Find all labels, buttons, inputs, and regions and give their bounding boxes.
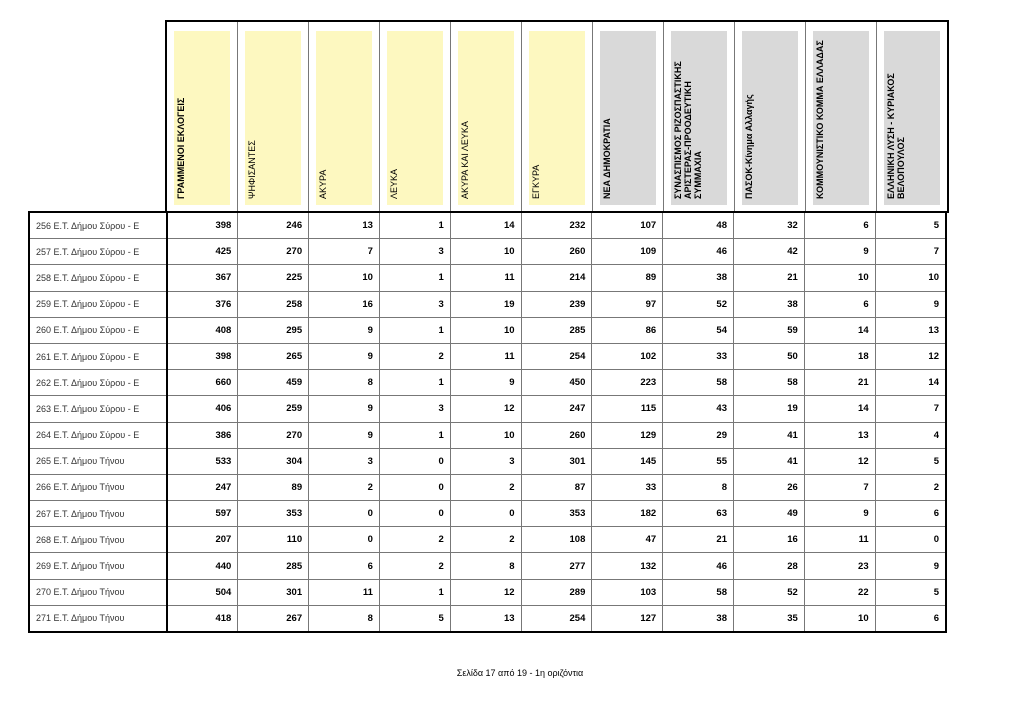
table-cell: 2 [309,474,380,500]
table-cell: 223 [592,370,663,396]
table-cell: 398 [167,212,238,239]
row-label: 270 Ε.Τ. Δήμου Τήνου [29,579,167,605]
row-label: 264 Ε.Τ. Δήμου Σύρου - Ε [29,422,167,448]
table-cell: 4 [875,422,946,448]
table-cell: 247 [167,474,238,500]
table-cell: 3 [309,448,380,474]
table-cell: 8 [309,605,380,632]
table-cell: 0 [379,501,450,527]
column-header-box [316,31,372,205]
table-row [29,212,946,239]
table-cell: 418 [167,605,238,632]
table-cell: 1 [379,317,450,343]
table-cell: 1 [379,579,450,605]
table-cell: 214 [521,265,592,291]
table-row [29,501,946,527]
table-cell: 108 [521,527,592,553]
table-cell: 19 [734,396,805,422]
table-cell: 9 [804,501,875,527]
table-cell: 270 [238,239,309,265]
table-cell: 13 [450,605,521,632]
table-cell: 232 [521,212,592,239]
column-header-label: ΑΚΥΡΑ ΚΑΙ ΛΕΥΚΑ [460,121,470,199]
column-header-label: ΝΕΑ ΔΗΜΟΚΡΑΤΙΑ [602,118,612,199]
table-cell: 7 [875,396,946,422]
table-cell: 38 [663,605,734,632]
table-cell: 46 [663,239,734,265]
table-cell: 38 [734,291,805,317]
table-cell: 14 [804,317,875,343]
column-header [735,22,806,213]
table-row [29,370,946,396]
results-table [28,211,947,633]
table-cell: 52 [663,291,734,317]
column-header [806,22,877,213]
table-cell: 10 [804,265,875,291]
table-cell: 7 [875,239,946,265]
table-cell: 5 [875,579,946,605]
table-cell: 33 [663,343,734,369]
table-cell: 9 [875,291,946,317]
table-cell: 22 [804,579,875,605]
column-header [167,22,238,213]
table-row [29,265,946,291]
table-cell: 2 [875,474,946,500]
table-cell: 353 [238,501,309,527]
column-header-label: ΨΗΦΙΣΑΝΤΕΣ [247,140,257,199]
table-cell: 9 [309,343,380,369]
table-cell: 386 [167,422,238,448]
column-header-box [458,31,514,205]
column-header-box [742,31,798,205]
table-cell: 3 [379,239,450,265]
column-header-label: ΣΥΝΑΣΠΙΣΜΟΣ ΡΙΖΟΣΠΑΣΤΙΚΗΣ ΑΡΙΣΤΕΡΑΣ-ΠΡΟΟΔΕΥΤΙΚΗ ΣΥΜΜΑΧΙΑ [673,61,703,199]
table-cell: 6 [309,553,380,579]
table-cell: 55 [663,448,734,474]
row-label: 268 Ε.Τ. Δήμου Τήνου [29,527,167,553]
table-cell: 459 [238,370,309,396]
table-cell: 16 [309,291,380,317]
table-cell: 132 [592,553,663,579]
table-cell: 10 [309,265,380,291]
table-row [29,343,946,369]
table-cell: 207 [167,527,238,553]
table-cell: 301 [238,579,309,605]
table-cell: 254 [521,343,592,369]
table-cell: 0 [875,527,946,553]
table-cell: 267 [238,605,309,632]
table-cell: 9 [309,422,380,448]
table-cell: 533 [167,448,238,474]
table-cell: 9 [875,553,946,579]
table-cell: 12 [450,579,521,605]
table-cell: 89 [592,265,663,291]
table-cell: 254 [521,605,592,632]
row-label: 260 Ε.Τ. Δήμου Σύρου - Ε [29,317,167,343]
table-cell: 225 [238,265,309,291]
table-cell: 8 [450,553,521,579]
table-cell: 54 [663,317,734,343]
column-header-label: ΛΕΥΚΑ [389,168,399,199]
table-cell: 49 [734,501,805,527]
table-cell: 23 [804,553,875,579]
table-cell: 42 [734,239,805,265]
table-cell: 58 [734,370,805,396]
table-cell: 10 [804,605,875,632]
table-cell: 129 [592,422,663,448]
table-cell: 1 [379,370,450,396]
table-cell: 0 [379,474,450,500]
column-header-label: ΕΛΛΗΝΙΚΗ ΛΥΣΗ - ΚΥΡΙΑΚΟΣ ΒΕΛΟΠΟΥΛΟΣ [886,73,906,199]
table-cell: 0 [309,527,380,553]
table-cell: 3 [450,448,521,474]
table-cell: 102 [592,343,663,369]
column-header [309,22,380,213]
table-cell: 504 [167,579,238,605]
table-cell: 304 [238,448,309,474]
table-cell: 2 [450,474,521,500]
table-cell: 660 [167,370,238,396]
table-cell: 270 [238,422,309,448]
column-header-box [174,31,230,205]
column-header-label: ΠΑΣΟΚ-Κίνημα Αλλαγής [744,94,754,199]
table-cell: 127 [592,605,663,632]
table-cell: 182 [592,501,663,527]
table-cell: 52 [734,579,805,605]
row-label: 256 Ε.Τ. Δήμου Σύρου - Ε [29,212,167,239]
table-cell: 50 [734,343,805,369]
table-cell: 1 [379,265,450,291]
table-cell: 41 [734,422,805,448]
table-cell: 6 [804,291,875,317]
table-cell: 247 [521,396,592,422]
table-cell: 367 [167,265,238,291]
table-cell: 58 [663,370,734,396]
row-label: 271 Ε.Τ. Δήμου Τήνου [29,605,167,632]
column-header [238,22,309,213]
table-row [29,527,946,553]
table-cell: 5 [875,448,946,474]
table-cell: 14 [804,396,875,422]
table-cell: 35 [734,605,805,632]
table-cell: 89 [238,474,309,500]
table-cell: 2 [379,343,450,369]
table-cell: 259 [238,396,309,422]
table-cell: 107 [592,212,663,239]
table-cell: 6 [804,212,875,239]
table-cell: 21 [663,527,734,553]
row-label: 267 Ε.Τ. Δήμου Τήνου [29,501,167,527]
table-cell: 450 [521,370,592,396]
table-row [29,317,946,343]
table-header [165,20,949,213]
column-header [380,22,451,213]
table-cell: 46 [663,553,734,579]
column-header-label: ΚΟΜΜΟΥΝΙΣΤΙΚΟ ΚΟΜΜΑ ΕΛΛΑΔΑΣ [815,40,825,199]
table-cell: 86 [592,317,663,343]
table-cell: 425 [167,239,238,265]
table-cell: 9 [309,396,380,422]
column-header-label: ΓΡΑΜΜΕΝΟΙ ΕΚΛΟΓΕΙΣ [176,97,186,199]
table-cell: 109 [592,239,663,265]
table-cell: 258 [238,291,309,317]
table-cell: 285 [521,317,592,343]
table-row [29,291,946,317]
table-cell: 2 [379,553,450,579]
table-cell: 597 [167,501,238,527]
table-cell: 8 [663,474,734,500]
table-cell: 8 [309,370,380,396]
row-label: 259 Ε.Τ. Δήμου Σύρου - Ε [29,291,167,317]
table-cell: 21 [804,370,875,396]
table-cell: 29 [663,422,734,448]
table-cell: 260 [521,239,592,265]
column-header-box [529,31,585,205]
table-cell: 58 [663,579,734,605]
column-header-label: ΕΓΚΥΡΑ [531,164,541,199]
table-cell: 246 [238,212,309,239]
row-label: 262 Ε.Τ. Δήμου Σύρου - Ε [29,370,167,396]
table-cell: 285 [238,553,309,579]
table-cell: 19 [450,291,521,317]
row-label: 263 Ε.Τ. Δήμου Σύρου - Ε [29,396,167,422]
table-cell: 13 [875,317,946,343]
table-cell: 7 [804,474,875,500]
table-cell: 12 [875,343,946,369]
page-footer: Σελίδα 17 από 19 - 1η οριζόντια [456,668,584,678]
table-cell: 353 [521,501,592,527]
table-cell: 376 [167,291,238,317]
table-cell: 145 [592,448,663,474]
table-row [29,448,946,474]
column-header-box [387,31,443,205]
table-cell: 289 [521,579,592,605]
table-row [29,553,946,579]
table-cell: 1 [379,212,450,239]
table-cell: 11 [804,527,875,553]
table-cell: 301 [521,448,592,474]
table-cell: 0 [309,501,380,527]
column-header-box [600,31,656,205]
table-cell: 9 [309,317,380,343]
table-cell: 11 [309,579,380,605]
table-cell: 110 [238,527,309,553]
table-cell: 406 [167,396,238,422]
table-cell: 2 [379,527,450,553]
table-row [29,396,946,422]
table-row [29,605,946,632]
column-header [877,22,947,213]
table-cell: 440 [167,553,238,579]
table-cell: 10 [450,239,521,265]
table-cell: 13 [804,422,875,448]
table-cell: 103 [592,579,663,605]
column-header [451,22,522,213]
row-label: 261 Ε.Τ. Δήμου Σύρου - Ε [29,343,167,369]
table-cell: 3 [379,396,450,422]
table-cell: 9 [804,239,875,265]
table-cell: 239 [521,291,592,317]
column-header [522,22,593,213]
column-header-box [671,31,727,205]
table-cell: 10 [450,422,521,448]
table-cell: 28 [734,553,805,579]
table-cell: 11 [450,265,521,291]
table-cell: 41 [734,448,805,474]
table-cell: 14 [450,212,521,239]
table-cell: 12 [450,396,521,422]
table-cell: 3 [379,291,450,317]
table-cell: 14 [875,370,946,396]
table-cell: 12 [804,448,875,474]
row-label: 258 Ε.Τ. Δήμου Σύρου - Ε [29,265,167,291]
table-cell: 32 [734,212,805,239]
table-cell: 295 [238,317,309,343]
table-cell: 2 [450,527,521,553]
table-row [29,579,946,605]
table-cell: 10 [450,317,521,343]
table-cell: 5 [875,212,946,239]
table-cell: 0 [450,501,521,527]
table-cell: 43 [663,396,734,422]
table-cell: 7 [309,239,380,265]
table-cell: 5 [379,605,450,632]
table-cell: 33 [592,474,663,500]
table-cell: 10 [875,265,946,291]
table-cell: 48 [663,212,734,239]
table-cell: 13 [309,212,380,239]
table-cell: 398 [167,343,238,369]
table-row [29,239,946,265]
table-cell: 38 [663,265,734,291]
table-cell: 47 [592,527,663,553]
table-cell: 18 [804,343,875,369]
column-header-box [245,31,301,205]
table-cell: 6 [875,605,946,632]
table-cell: 11 [450,343,521,369]
table-cell: 97 [592,291,663,317]
table-cell: 408 [167,317,238,343]
column-header [664,22,735,213]
row-label: 265 Ε.Τ. Δήμου Τήνου [29,448,167,474]
table-cell: 26 [734,474,805,500]
table-row [29,422,946,448]
row-label: 257 Ε.Τ. Δήμου Σύρου - Ε [29,239,167,265]
table-cell: 6 [875,501,946,527]
table-cell: 87 [521,474,592,500]
column-header-box [813,31,869,205]
table-cell: 9 [450,370,521,396]
table-row [29,474,946,500]
table-cell: 21 [734,265,805,291]
column-header-box [884,31,940,205]
row-label: 269 Ε.Τ. Δήμου Τήνου [29,553,167,579]
table-cell: 1 [379,422,450,448]
row-label: 266 Ε.Τ. Δήμου Τήνου [29,474,167,500]
table-cell: 277 [521,553,592,579]
table-cell: 265 [238,343,309,369]
table-cell: 59 [734,317,805,343]
table-cell: 63 [663,501,734,527]
table-cell: 260 [521,422,592,448]
table-cell: 16 [734,527,805,553]
table-cell: 0 [379,448,450,474]
column-header-label: ΑΚΥΡΑ [318,169,328,199]
column-header [593,22,664,213]
table-cell: 115 [592,396,663,422]
